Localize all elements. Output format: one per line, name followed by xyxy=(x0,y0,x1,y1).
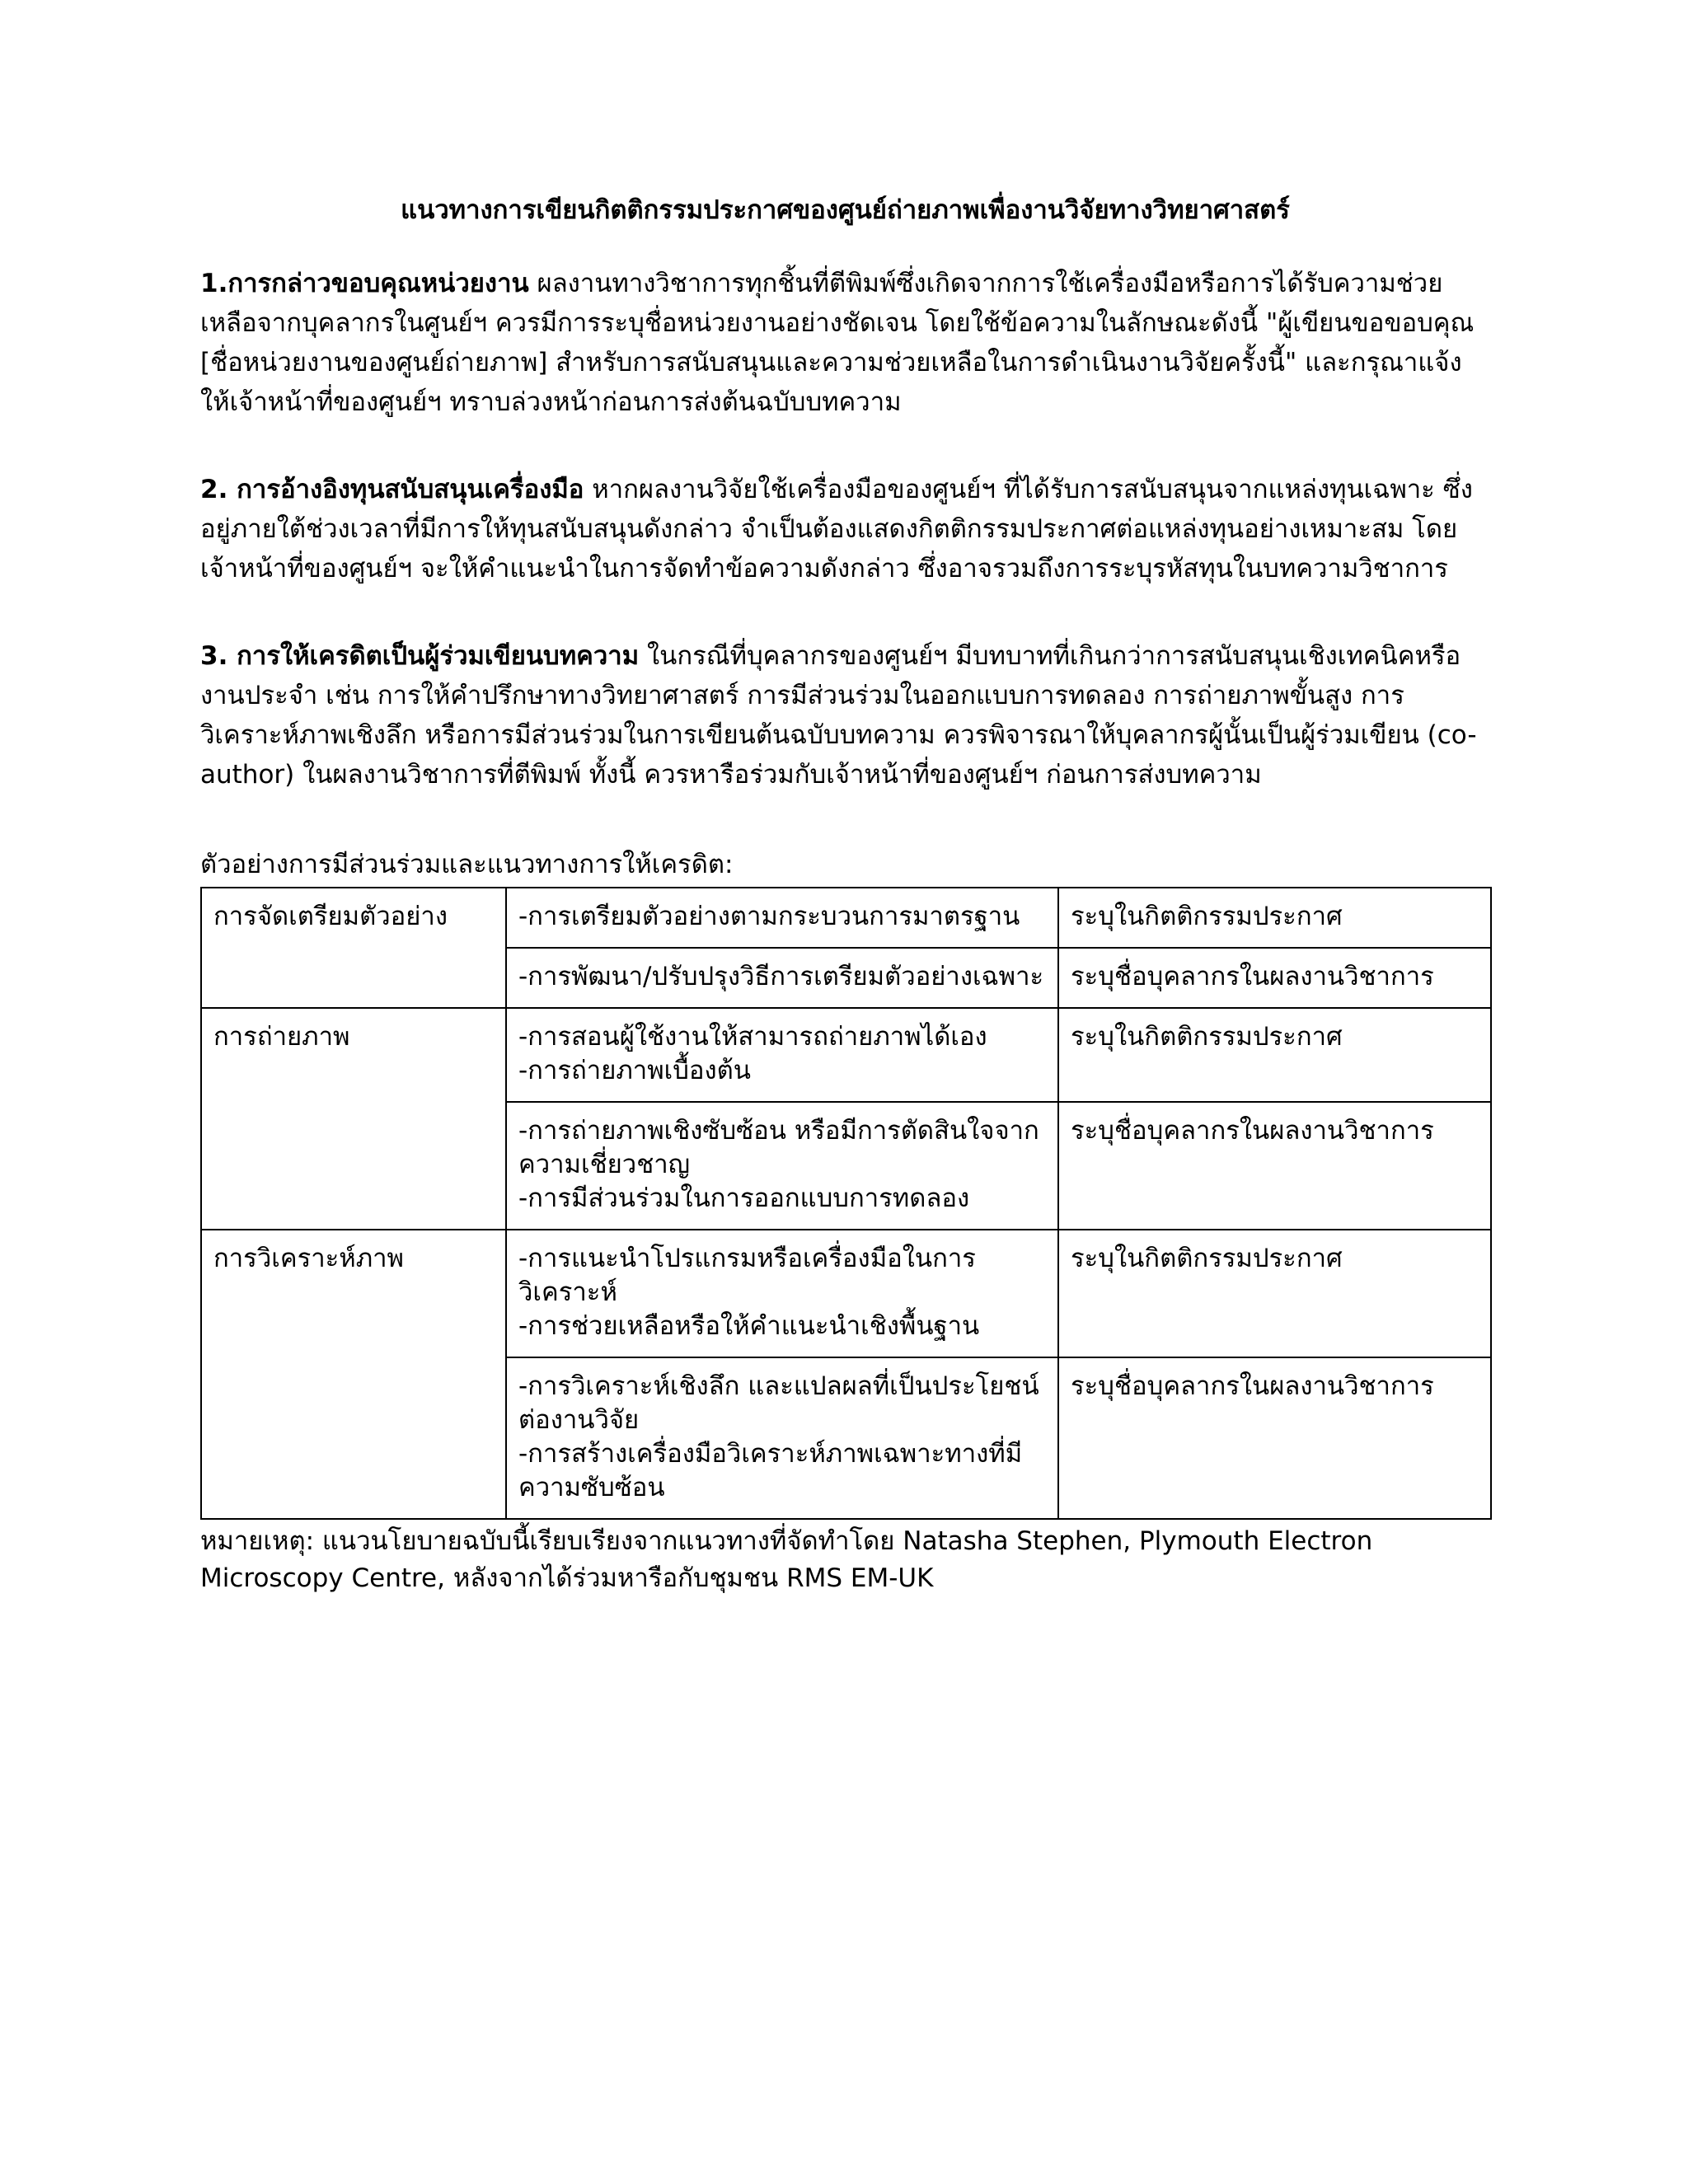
table-row xyxy=(201,1230,1491,1357)
category-cell: การจัดเตรียมตัวอย่าง xyxy=(201,888,506,1008)
activity-line: -การเตรียมตัวอย่างตามกระบวนการมาตรฐาน xyxy=(518,902,1020,931)
table-caption: ตัวอย่างการมีส่วนร่วมและแนวทางการให้เครดิต: xyxy=(200,850,734,879)
activity-line: -การวิเคราะห์เชิงลึก และแปลผลที่เป็นประโยชน์ต่องานวิจัย xyxy=(518,1371,1039,1435)
section-3 xyxy=(200,636,1490,794)
credit-cell: ระบุในกิตติกรรมประกาศ xyxy=(1058,888,1491,948)
activity-line: -การช่วยเหลือหรือให้คำแนะนำเชิงพื้นฐาน xyxy=(518,1311,980,1341)
activity-cell xyxy=(506,1008,1058,1102)
table-row xyxy=(201,1008,1491,1102)
footnote: หมายเหตุ: แนวนโยบายฉบับนี้เรียบเรียงจากแนวทางที่จัดทำโดย Natasha Stephen, Plymouth Electron Microscopy Centre, หลังจากได้ร่วมหารือกับชุมชน RMS EM-UK xyxy=(200,1526,1373,1593)
document-title: แนวทางการเขียนกิตติกรรมประกาศของศูนย์ถ่ายภาพเพื่องานวิจัยทางวิทยาศาสตร์ xyxy=(401,195,1290,225)
section-2-body: หากผลงานวิจัยใช้เครื่องมือของศูนย์ฯ ที่ได้รับการสนับสนุนจากแหล่งทุนเฉพาะ ซึ่งอยู่ภายใต้ช่วงเวลาที่มีการให้ทุนสนับสนุนดังกล่าว จำเป็นต้องแสดงกิตติกรรมประกาศต่อแหล่งทุนอย่างเหมาะสม โดยเจ้าหน้าที่ของศูนย์ฯ จะให้คำแนะนำในการจัดทำข้อความดังกล่าว ซึ่งอาจรวมถึงการระบุรหัสทุนในบทความวิชาการ xyxy=(200,475,1473,583)
table-row xyxy=(201,888,1491,948)
section-3-heading: 3. การให้เครดิตเป็นผู้ร่วมเขียนบทความ xyxy=(200,641,640,671)
activity-cell xyxy=(506,948,1058,1008)
category-cell: การถ่ายภาพ xyxy=(201,1008,506,1230)
activity-cell xyxy=(506,1230,1058,1357)
section-2-heading: 2. การอ้างอิงทุนสนับสนุนเครื่องมือ xyxy=(200,475,584,504)
section-1-heading: 1.การกล่าวขอบคุณหน่วยงาน xyxy=(200,269,529,298)
activity-line: -การมีส่วนร่วมในการออกแบบการทดลอง xyxy=(518,1183,970,1213)
credit-cell: ระบุในกิตติกรรมประกาศ xyxy=(1058,1008,1491,1102)
credit-cell: ระบุในกิตติกรรมประกาศ xyxy=(1058,1230,1491,1357)
activity-cell xyxy=(506,1357,1058,1519)
document-page xyxy=(200,191,1490,1597)
activity-line: -การสร้างเครื่องมือวิเคราะห์ภาพเฉพาะทางที่มีความซับซ้อน xyxy=(518,1439,1023,1502)
section-3-body: ในกรณีที่บุคลากรของศูนย์ฯ มีบทบาทที่เกินกว่าการสนับสนุนเชิงเทคนิคหรืองานประจำ เช่น การให้คำปรึกษาทางวิทยาศาสตร์ การมีส่วนร่วมในออกแบบการทดลอง การถ่ายภาพขั้นสูง การวิเคราะห์ภาพเชิงลึก หรือการมีส่วนร่วมในการเขียนต้นฉบับบทความ ควรพิจารณาให้บุคลากรผู้นั้นเป็นผู้ร่วมเขียน (co-author) ในผลงานวิชาการที่ตีพิมพ์ ทั้งนี้ ควรหารือร่วมกับเจ้าหน้าที่ของศูนย์ฯ ก่อนการส่งบทความ xyxy=(200,641,1477,790)
activity-cell xyxy=(506,1102,1058,1230)
activity-line: -การพัฒนา/ปรับปรุงวิธีการเตรียมตัวอย่างเฉพาะ xyxy=(518,962,1044,991)
credit-cell: ระบุชื่อบุคลากรในผลงานวิชาการ xyxy=(1058,1102,1491,1230)
activity-line: -การแนะนำโปรแกรมหรือเครื่องมือในการวิเคราะห์ xyxy=(518,1244,976,1307)
section-1 xyxy=(200,264,1490,422)
activity-cell xyxy=(506,888,1058,948)
credit-cell: ระบุชื่อบุคลากรในผลงานวิชาการ xyxy=(1058,1357,1491,1519)
activity-line: -การสอนผู้ใช้งานให้สามารถถ่ายภาพได้เอง xyxy=(518,1022,987,1052)
category-cell: การวิเคราะห์ภาพ xyxy=(201,1230,506,1519)
activity-line: -การถ่ายภาพเชิงซับซ้อน หรือมีการตัดสินใจจากความเชี่ยวชาญ xyxy=(518,1116,1039,1179)
credit-guidelines-table xyxy=(200,887,1492,1520)
activity-line: -การถ่ายภาพเบื้องต้น xyxy=(518,1056,751,1085)
section-2 xyxy=(200,470,1490,588)
credit-cell: ระบุชื่อบุคลากรในผลงานวิชาการ xyxy=(1058,948,1491,1008)
section-1-body: ผลงานทางวิชาการทุกชิ้นที่ตีพิมพ์ซึ่งเกิดจากการใช้เครื่องมือหรือการได้รับความช่วยเหลือจากบุคลากรในศูนย์ฯ ควรมีการระบุชื่อหน่วยงานอย่างชัดเจน โดยใช้ข้อความในลักษณะดังนี้ "ผู้เขียนขอขอบคุณ [ชื่อหน่วยงานของศูนย์ถ่ายภาพ] สำหรับการสนับสนุนและความช่วยเหลือในการดำเนินงานวิจัยครั้งนี้" และกรุณาแจ้งให้เจ้าหน้าที่ของศูนย์ฯ ทราบล่วงหน้าก่อนการส่งต้นฉบับบทความ xyxy=(200,269,1475,417)
